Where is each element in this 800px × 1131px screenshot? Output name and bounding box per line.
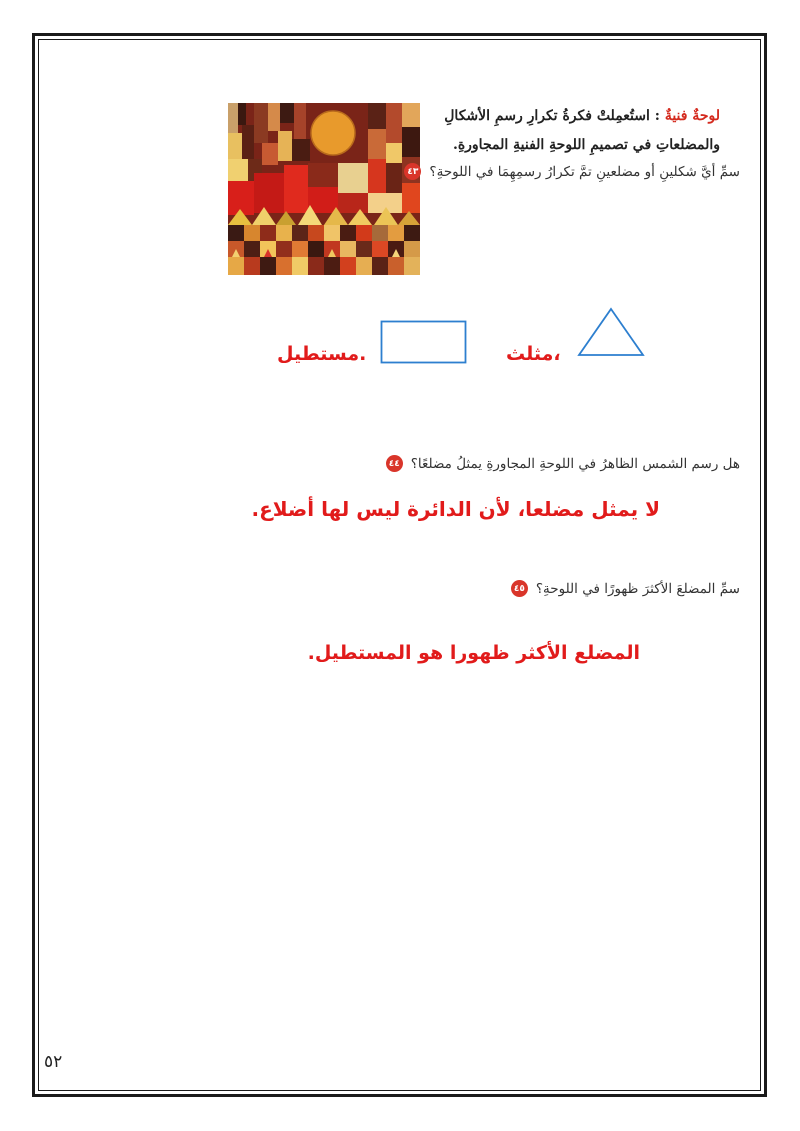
answer-45: المضلع الأكثر ظهورا هو المستطيل. [307, 642, 640, 664]
answer-triangle: مثلث، [506, 343, 561, 365]
intro-line-2: والمضلعاتِ في تصميمِ اللوحةِ الفنيةِ المجاورةِ. [452, 137, 720, 153]
question-44 [386, 455, 740, 472]
answer-rectangle: مستطيل. [277, 343, 367, 365]
page-number: ٥٢ [44, 1052, 63, 1072]
question-text: سمِّ أيَّ شكلينِ أو مضلعينِ تمَّ تكرارُ رسمِهِمَا في اللوحةِ؟ [429, 163, 740, 180]
painting-image [228, 103, 420, 275]
question-text: سمِّ المضلعَ الأكثرَ ظهورًا في اللوحةِ؟ [535, 580, 740, 597]
intro-text-1: : استُعمِلتْ فكرةُ تكرارِ رسمِ الأشكالِ [444, 108, 660, 124]
question-number-badge: ٤٥ [511, 580, 528, 597]
rectangle-shape [380, 320, 468, 365]
question-number-badge: ٤٣ [404, 163, 421, 180]
question-text: هل رسم الشمس الظاهرُ في اللوحةِ المجاورةِ يمثلُ مضلعًا؟ [410, 455, 740, 472]
intro-title: لوحةٌ فنيةٌ [664, 108, 720, 124]
intro-line-1 [444, 108, 720, 124]
answer-44: لا يمثل مضلعا، لأن الدائرة ليس لها أضلاع. [251, 497, 660, 521]
triangle-shape [576, 306, 646, 358]
question-45 [511, 580, 740, 597]
question-number-badge: ٤٤ [386, 455, 403, 472]
question-43 [404, 163, 740, 180]
